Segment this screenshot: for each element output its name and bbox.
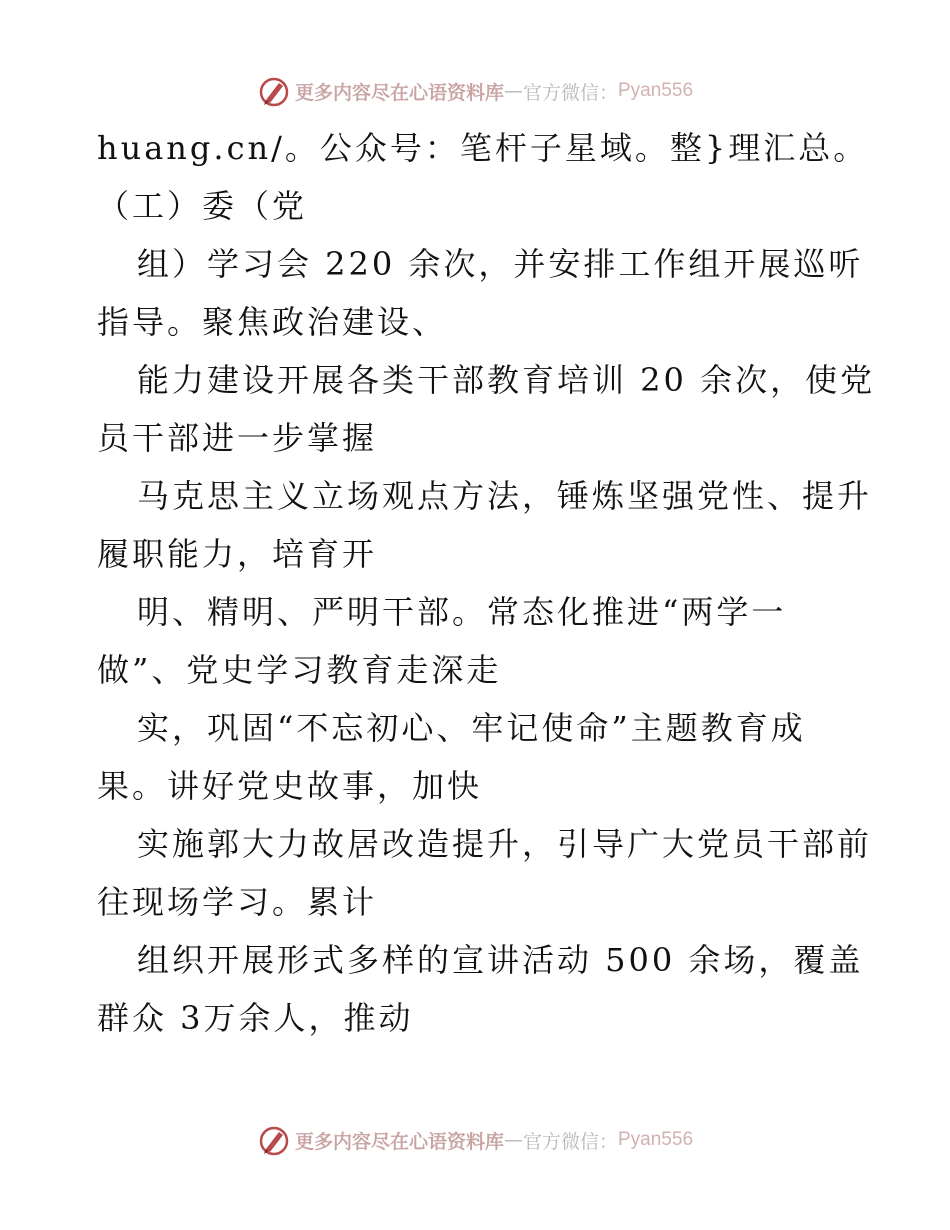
text-line: 做”、党史学习教育走深走: [97, 651, 502, 689]
text-line: 明、精明、严明干部。常态化推进“两学一: [137, 593, 787, 631]
text-line: 员干部进一步掌握: [97, 419, 378, 457]
watermark-dash: —: [503, 80, 523, 102]
watermark-wechat-id: Pyan556: [618, 1129, 694, 1150]
text-line: （工）委（党: [97, 187, 308, 225]
document-body: [97, 126, 877, 1054]
text-line: 组织开展形式多样的宣讲活动 500 余场，覆盖: [137, 941, 864, 979]
watermark-wechat-label: 官方微信：: [522, 81, 618, 104]
watermark-dash: —: [503, 1129, 523, 1151]
text-line: 马克思主义立场观点方法，锤炼坚强党性、提升: [137, 477, 873, 515]
text-line: 群众 3万余人，推动: [97, 999, 414, 1037]
pen-logo-icon: [257, 74, 291, 108]
footer-watermark: [0, 1123, 950, 1157]
text-line: 实，巩固“不忘初心、牢记使命”主题教育成: [137, 709, 806, 747]
text-line: 果。讲好党史故事，加快: [97, 767, 483, 805]
watermark-text: 更多内容尽在心语资料库: [294, 81, 504, 104]
text-line: 实施郭大力故居改造提升，引导广大党员干部前: [137, 825, 873, 863]
text-line: huang.cn/。公众号：笔杆子星域。整}理汇总。: [97, 129, 869, 167]
text-line: 指导。聚焦政治建设、: [97, 303, 448, 341]
watermark-text: 更多内容尽在心语资料库: [294, 1130, 504, 1153]
header-watermark: [0, 74, 950, 108]
pen-logo-icon: [257, 1123, 291, 1157]
text-line: 能力建设开展各类干部教育培训 20 余次，使党: [137, 361, 876, 399]
text-line: 履职能力，培育开: [97, 535, 378, 573]
watermark-wechat-label: 官方微信：: [522, 1130, 618, 1153]
text-line: 组）学习会 220 余次，并安排工作组开展巡听: [137, 245, 864, 283]
watermark-wechat-id: Pyan556: [618, 80, 694, 101]
text-line: 往现场学习。累计: [97, 883, 378, 921]
